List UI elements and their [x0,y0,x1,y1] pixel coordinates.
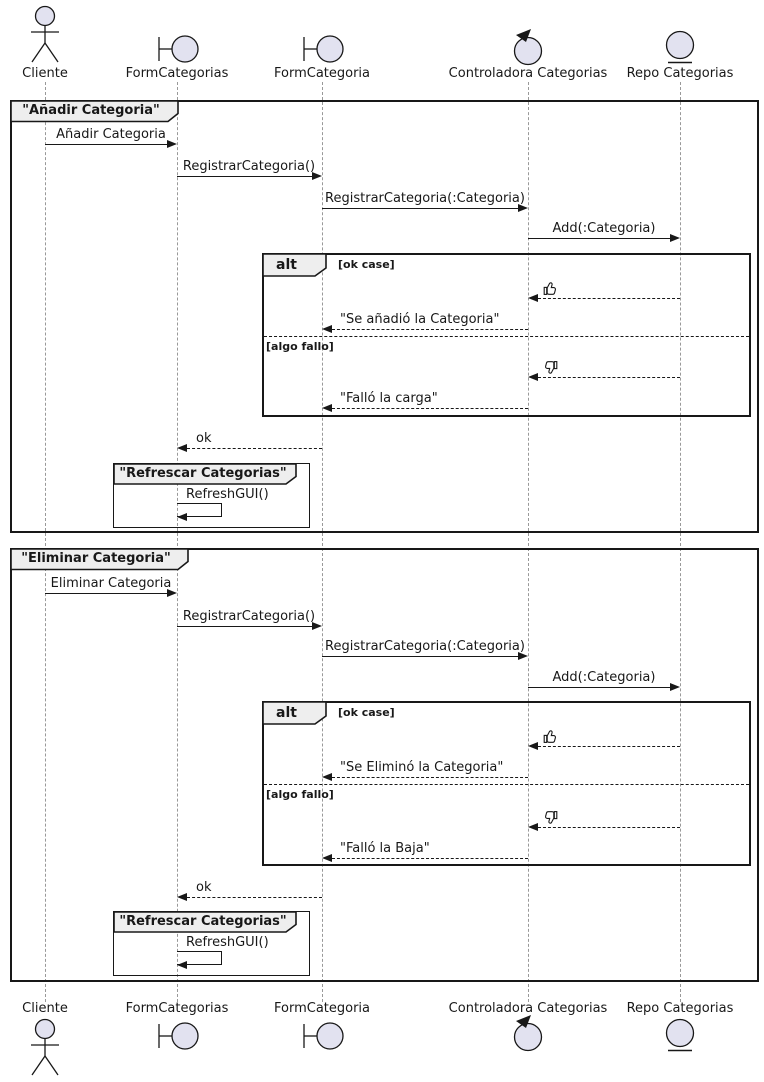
message-label: RefreshGUI() [186,487,269,502]
return-line [332,408,528,409]
alt-divider [264,784,749,785]
return-line [332,777,528,778]
return-line [332,858,528,859]
message-line [322,208,518,209]
arrowhead-west-icon [322,404,332,412]
message-label: RefreshGUI() [186,935,269,950]
message-label: ok [196,431,212,446]
return-line [538,746,680,747]
return-line [332,329,528,330]
participant-label-repo: Repo Categorias [626,66,734,81]
message-label: RegistrarCategoria() [182,159,316,174]
participant-label-controladora: Controladora Categorias [448,1001,608,1016]
arrowhead-west-icon [528,742,538,750]
guard-ok-label: [ok case] [338,258,395,271]
message-label: ok [196,880,212,895]
frame-refrescar-title: "Refrescar Categorias" [119,914,287,929]
arrowhead-east-icon [670,234,680,242]
message-label: RegistrarCategoria() [182,609,316,624]
message-line [177,176,312,177]
arrowhead-west-icon [528,294,538,302]
participant-label-formcategoria: FormCategoria [273,66,371,81]
message-label: "Se añadió la Categoria" [340,312,500,327]
return-line [187,897,322,898]
participant-label-formcategorias: FormCategorias [125,1001,229,1016]
arrowhead-east-icon [167,140,177,148]
thumbs-down-icon [543,810,558,825]
arrowhead-west-icon [322,325,332,333]
message-line [322,656,518,657]
message-line [45,144,167,145]
message-label: Add(:Categoria) [552,670,656,685]
message-label: RegistrarCategoria(:Categoria) [325,191,525,206]
guard-ok-label: [ok case] [338,706,395,719]
message-label: RegistrarCategoria(:Categoria) [325,639,525,654]
control-icon [512,27,544,67]
arrowhead-east-icon [167,589,177,597]
arrowhead-west-icon [322,773,332,781]
alt-fragment [262,253,751,417]
message-label: Add(:Categoria) [552,221,656,236]
message-line [177,626,312,627]
boundary-icon [301,34,345,64]
return-line [538,827,680,828]
alt-divider [264,336,749,337]
actor-icon [27,1018,63,1082]
participant-label-repo: Repo Categorias [626,1001,734,1016]
return-line [538,377,680,378]
arrowhead-west-icon [177,444,187,452]
return-line [187,448,322,449]
control-icon [512,1013,544,1053]
arrowhead-east-icon [312,622,322,630]
arrowhead-west-icon [177,893,187,901]
message-label: Eliminar Categoria [50,576,172,591]
message-line [528,687,670,688]
entity-icon [664,30,696,66]
alt-operator-label: alt [276,257,297,273]
guard-fail-label: [algo fallo] [266,788,334,801]
boundary-icon [301,1021,345,1051]
arrowhead-east-icon [670,683,680,691]
entity-icon [664,1018,696,1054]
thumbs-down-icon [543,360,558,375]
actor-icon [27,5,63,65]
thumbs-up-icon [543,729,558,744]
boundary-icon [156,34,200,64]
boundary-icon [156,1021,200,1051]
participant-label-formcategorias: FormCategorias [125,66,229,81]
frame-refrescar-title: "Refrescar Categorias" [119,466,287,481]
arrowhead-west-icon [528,373,538,381]
frame-eliminar-title: "Eliminar Categoria" [21,551,171,566]
participant-label-cliente: Cliente [22,66,68,81]
message-label: "Falló la Baja" [340,841,430,856]
participant-label-formcategoria: FormCategoria [273,1001,371,1016]
arrowhead-west-icon [528,823,538,831]
arrowhead-west-icon [322,854,332,862]
return-line [538,298,680,299]
message-line [45,593,167,594]
participant-label-cliente: Cliente [22,1001,68,1016]
arrowhead-east-icon [312,172,322,180]
arrowhead-west-icon [177,513,187,521]
message-label: "Se Eliminó la Categoria" [340,760,504,775]
message-label: Añadir Categoria [56,127,166,142]
arrowhead-west-icon [177,961,187,969]
thumbs-up-icon [543,281,558,296]
arrowhead-east-icon [518,204,528,212]
participant-label-controladora: Controladora Categorias [448,66,608,81]
message-label: "Falló la carga" [340,391,438,406]
arrowhead-east-icon [518,652,528,660]
message-line [528,238,670,239]
alt-operator-label: alt [276,705,297,721]
guard-fail-label: [algo fallo] [266,340,334,353]
frame-anadir-title: "Añadir Categoria" [22,103,160,118]
